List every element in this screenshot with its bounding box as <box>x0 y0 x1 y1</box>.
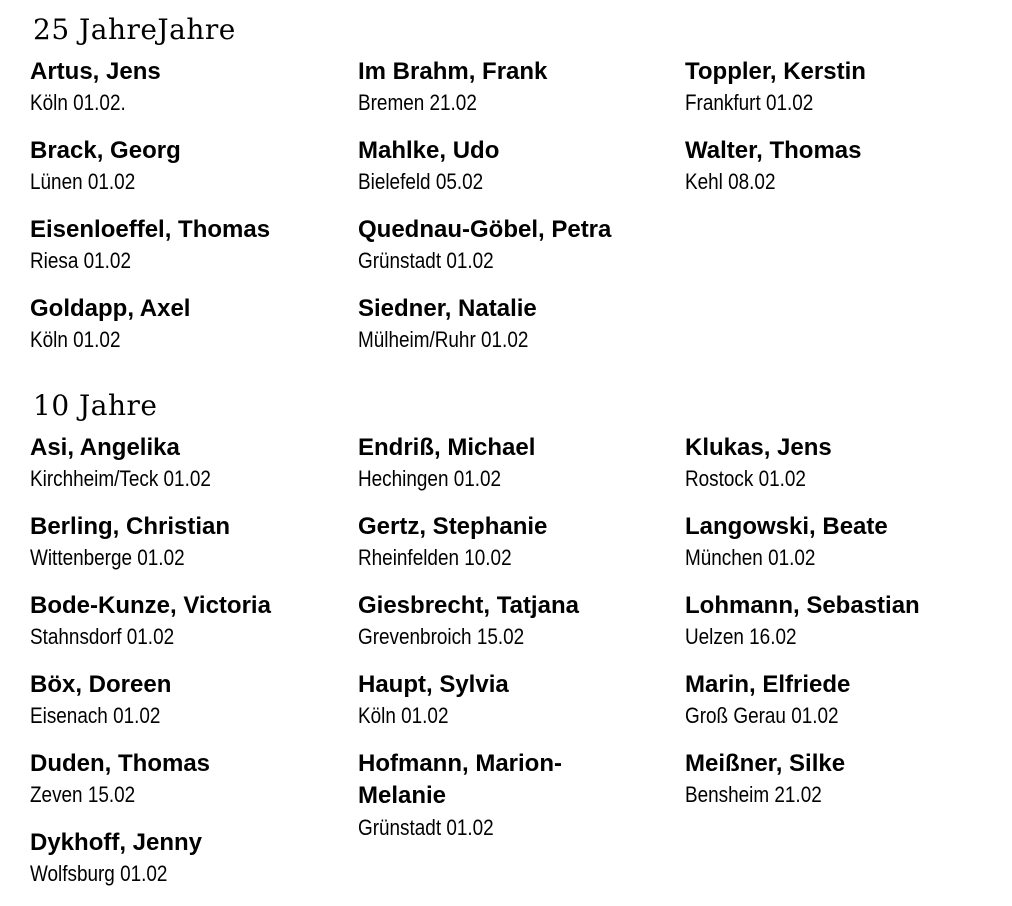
person-place-date: Wittenberge 01.02 <box>30 545 185 570</box>
list-item <box>30 214 350 293</box>
column-2 <box>358 56 678 372</box>
person-place-date: Grevenbroich 15.02 <box>358 624 525 649</box>
list-item <box>685 432 1005 511</box>
person-place-date: München 01.02 <box>685 545 816 570</box>
person-place-date: Hechingen 01.02 <box>358 466 502 491</box>
person-place-date: Bielefeld 05.02 <box>358 169 484 194</box>
list-item <box>358 56 678 135</box>
person-name: Marin, Elfriede <box>685 671 851 698</box>
person-name: Meißner, Silke <box>685 750 846 777</box>
list-item <box>30 590 350 669</box>
list-item <box>358 432 678 511</box>
list-item <box>358 214 678 293</box>
person-place-date: Köln 01.02 <box>358 703 449 728</box>
person-place-date: Lünen 01.02 <box>30 169 136 194</box>
person-name: Im Brahm, Frank <box>358 58 548 85</box>
person-name: Klukas, Jens <box>685 434 832 461</box>
person-name: Mahlke, Udo <box>358 137 500 164</box>
list-item <box>358 293 678 372</box>
section-title: 10 Jahre <box>33 389 158 422</box>
list-item <box>685 590 1005 669</box>
list-item <box>30 293 350 372</box>
person-name: Hofmann, Marion-Melanie <box>358 750 562 809</box>
person-place-date: Rheinfelden 10.02 <box>358 545 512 570</box>
person-name: Bode-Kunze, Victoria <box>30 592 271 619</box>
list-item <box>30 135 350 214</box>
list-item <box>358 511 678 590</box>
person-name: Walter, Thomas <box>685 137 862 164</box>
list-item <box>685 56 1005 135</box>
person-name: Lohmann, Sebastian <box>685 592 920 619</box>
person-place-date: Uelzen 16.02 <box>685 624 797 649</box>
list-item <box>358 135 678 214</box>
person-place-date: Mülheim/Ruhr 01.02 <box>358 327 529 352</box>
person-name: Quednau-Göbel, Petra <box>358 216 612 243</box>
list-item <box>30 511 350 590</box>
list-item <box>30 669 350 748</box>
person-place-date: Bremen 21.02 <box>358 90 477 115</box>
person-place-date: Riesa 01.02 <box>30 248 131 273</box>
person-place-date: Bensheim 21.02 <box>685 782 822 807</box>
person-name: Gertz, Stephanie <box>358 513 548 540</box>
person-name: Haupt, Sylvia <box>358 671 509 698</box>
person-name: Dykhoff, Jenny <box>30 829 203 856</box>
person-place-date: Kirchheim/Teck 01.02 <box>30 466 211 491</box>
list-item <box>685 748 1005 827</box>
person-name: Giesbrecht, Tatjana <box>358 592 579 619</box>
list-item <box>685 669 1005 748</box>
person-name: Eisenloeffel, Thomas <box>30 216 271 243</box>
person-place-date: Zeven 15.02 <box>30 782 136 807</box>
person-place-date: Köln 01.02. <box>30 90 126 115</box>
person-name: Langowski, Beate <box>685 513 888 540</box>
person-name: Endriß, Michael <box>358 434 536 461</box>
person-name: Siedner, Natalie <box>358 295 537 322</box>
list-item <box>30 432 350 511</box>
column-3 <box>685 432 1005 827</box>
person-place-date: Grünstadt 01.02 <box>358 248 494 273</box>
person-name: Duden, Thomas <box>30 750 211 777</box>
list-item <box>358 748 678 859</box>
person-name: Böx, Doreen <box>30 671 172 698</box>
person-place-date: Eisenach 01.02 <box>30 703 161 728</box>
person-place-date: Stahnsdorf 01.02 <box>30 624 175 649</box>
list-item <box>685 511 1005 590</box>
person-place-date: Groß Gerau 01.02 <box>685 703 839 728</box>
person-name: Goldapp, Axel <box>30 295 191 322</box>
person-name: Berling, Christian <box>30 513 231 540</box>
person-name: Artus, Jens <box>30 58 161 85</box>
list-item <box>358 669 678 748</box>
section-title: 25 JahreJahre <box>33 13 236 46</box>
list-item <box>685 135 1005 214</box>
person-place-date: Grünstadt 01.02 <box>358 815 494 840</box>
column-1 <box>30 432 350 906</box>
person-place-date: Kehl 08.02 <box>685 169 776 194</box>
person-name: Brack, Georg <box>30 137 181 164</box>
list-item <box>358 590 678 669</box>
person-place-date: Köln 01.02 <box>30 327 121 352</box>
person-name: Asi, Angelika <box>30 434 180 461</box>
list-item <box>30 56 350 135</box>
column-3 <box>685 56 1005 214</box>
person-place-date: Rostock 01.02 <box>685 466 806 491</box>
column-2 <box>358 432 678 859</box>
column-1 <box>30 56 350 372</box>
list-item <box>30 827 350 906</box>
person-name: Toppler, Kerstin <box>685 58 866 85</box>
person-place-date: Wolfsburg 01.02 <box>30 861 168 886</box>
list-item <box>30 748 350 827</box>
person-place-date: Frankfurt 01.02 <box>685 90 814 115</box>
